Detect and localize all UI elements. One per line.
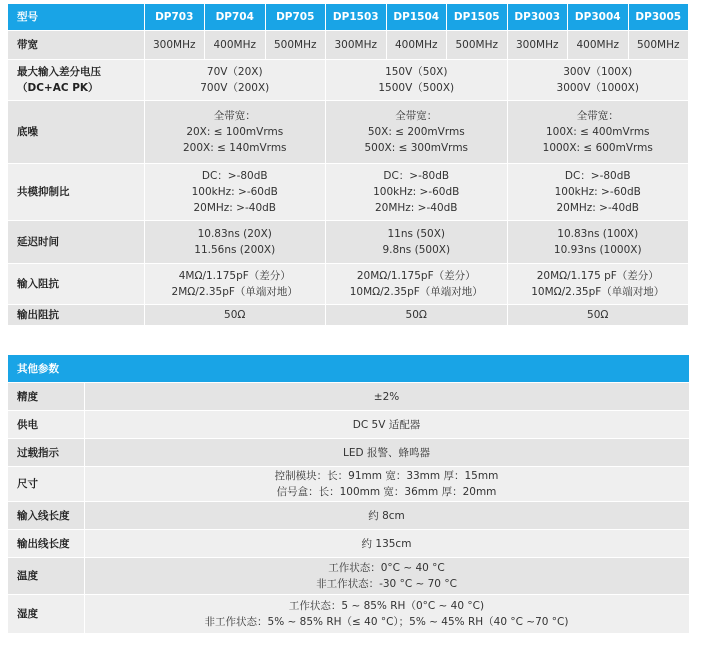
delay-row	[8, 221, 689, 264]
param-value	[84, 439, 689, 467]
other-params-title: 其他参数	[8, 355, 689, 383]
value-line: 20MHz: >-40dB	[374, 202, 458, 214]
model-name: DP3004	[568, 4, 629, 31]
value-line: 全带宽：	[213, 110, 256, 122]
param-row	[8, 530, 689, 558]
model-name: DP1504	[386, 4, 447, 31]
value-line: 20MHz: >-40dB	[556, 202, 640, 214]
group-value-cell	[507, 101, 689, 164]
model-name: DP705	[265, 4, 326, 31]
group-value-cell	[326, 221, 508, 264]
value-line: 150V（50X)	[385, 66, 448, 78]
group-value-cell	[144, 264, 326, 305]
value-line: DC：>-80dB	[383, 170, 450, 182]
input-impedance-row	[8, 264, 689, 305]
bandwidth-row	[8, 31, 689, 60]
param-value-line: DC 5V 适配器	[352, 418, 421, 431]
param-value	[84, 530, 689, 558]
bandwidth-value: 500MHz	[628, 31, 689, 60]
model-header-row	[8, 4, 689, 31]
param-label: 输出线长度	[8, 530, 84, 558]
param-value	[84, 383, 689, 411]
param-value	[84, 558, 689, 595]
model-name: DP703	[144, 4, 205, 31]
value-line: 100X: ≤ 400mVrms	[545, 126, 650, 138]
row-label: 共模抑制比	[8, 164, 144, 221]
group-value-cell	[507, 164, 689, 221]
value-line: 全带宽：	[576, 110, 619, 122]
param-label: 温度	[8, 558, 84, 595]
value-line: DC：>-80dB	[201, 170, 268, 182]
param-row	[8, 595, 689, 634]
param-value-line: 约 135cm	[361, 537, 412, 550]
value-line: 20MΩ/1.175pF（差分）	[356, 270, 476, 282]
param-label: 尺寸	[8, 467, 84, 502]
value-line: 20MHz: >-40dB	[193, 202, 277, 214]
row-label: 延迟时间	[8, 221, 144, 264]
value-line: 200X: ≤ 140mVrms	[182, 142, 287, 154]
value-line: 100kHz: >-60dB	[554, 186, 641, 198]
group-value-cell	[144, 164, 326, 221]
value-line: DC：>-80dB	[564, 170, 631, 182]
max-input-row	[8, 60, 689, 101]
value-line: 10MΩ/2.35pF（单端对地）	[531, 286, 665, 298]
param-value-line: 约 8cm	[368, 509, 405, 522]
param-label: 供电	[8, 411, 84, 439]
bandwidth-value: 500MHz	[265, 31, 326, 60]
bandwidth-value: 400MHz	[205, 31, 266, 60]
group-value-cell	[507, 221, 689, 264]
row-label-line: （DC+AC PK）	[17, 82, 99, 94]
param-value	[84, 467, 689, 502]
output-impedance-value: 50Ω	[144, 305, 326, 326]
param-row	[8, 383, 689, 411]
output-impedance-value: 50Ω	[326, 305, 508, 326]
value-line: 全带宽：	[395, 110, 438, 122]
value-line: 300V（100X)	[563, 66, 633, 78]
value-line: 3000V（1000X)	[556, 82, 639, 94]
param-value	[84, 502, 689, 530]
value-line: 10MΩ/2.35pF（单端对地）	[349, 286, 483, 298]
value-line: 1500V（500X)	[378, 82, 455, 94]
param-row	[8, 411, 689, 439]
value-line: 10.83ns (100X)	[557, 228, 639, 240]
group-value-cell	[326, 164, 508, 221]
value-line: 11ns (50X)	[387, 228, 446, 240]
value-line: 70V（20X)	[206, 66, 263, 78]
param-row	[8, 502, 689, 530]
bandwidth-value: 300MHz	[326, 31, 387, 60]
group-value-cell	[144, 101, 326, 164]
row-label: 底噪	[8, 101, 144, 164]
value-line: 4MΩ/1.175pF（差分）	[178, 270, 291, 282]
value-line: 700V（200X)	[200, 82, 270, 94]
param-row	[8, 467, 689, 502]
other-parameters-table	[8, 355, 690, 634]
param-label: 过载指示	[8, 439, 84, 467]
model-name: DP1503	[326, 4, 387, 31]
noise-floor-row	[8, 101, 689, 164]
value-line: 20MΩ/1.175 pF（差分）	[536, 270, 659, 282]
model-name: DP3005	[628, 4, 689, 31]
param-value	[84, 595, 689, 634]
bandwidth-value: 300MHz	[144, 31, 205, 60]
value-line: 1000X: ≤ 600mVrms	[542, 142, 653, 154]
row-label: 带宽	[8, 31, 144, 60]
param-label: 精度	[8, 383, 84, 411]
param-value-line: 工作状态：0°C ~ 40 °C	[328, 562, 445, 574]
group-value-cell	[507, 60, 689, 101]
param-label: 湿度	[8, 595, 84, 634]
value-line: 2MΩ/2.35pF（单端对地）	[171, 286, 298, 298]
output-impedance-value: 50Ω	[507, 305, 689, 326]
param-row	[8, 439, 689, 467]
param-value	[84, 411, 689, 439]
group-value-cell	[326, 264, 508, 305]
value-line: 100kHz: >-60dB	[191, 186, 278, 198]
output-impedance-row	[8, 305, 689, 326]
param-value-line: 工作状态：5 ~ 85% RH（0°C ~ 40 °C)	[288, 600, 485, 612]
bandwidth-value: 400MHz	[386, 31, 447, 60]
value-line: 50X: ≤ 200mVrms	[367, 126, 465, 138]
group-value-cell	[144, 60, 326, 101]
param-label: 输入线长度	[8, 502, 84, 530]
model-name: DP1505	[447, 4, 508, 31]
value-line: 500X: ≤ 300mVrms	[364, 142, 469, 154]
bandwidth-value: 400MHz	[568, 31, 629, 60]
param-value-line: 控制模块：长：91mm 宽：33mm 厚：15mm	[274, 470, 499, 482]
row-label-line: 最大输入差分电压	[17, 66, 101, 78]
param-value-line: 信号盒：长：100mm 宽：36mm 厚：20mm	[276, 486, 497, 498]
row-label: 输入阻抗	[8, 264, 144, 305]
value-line: 100kHz: >-60dB	[373, 186, 460, 198]
group-value-cell	[144, 221, 326, 264]
bandwidth-value: 500MHz	[447, 31, 508, 60]
model-name: DP3003	[507, 4, 568, 31]
param-value-line: ±2%	[373, 390, 400, 403]
param-value-line: LED 报警、蜂鸣器	[343, 446, 430, 459]
row-label	[8, 60, 144, 101]
value-line: 20X: ≤ 100mVrms	[186, 126, 284, 138]
cmrr-row	[8, 164, 689, 221]
param-row	[8, 558, 689, 595]
spec-table	[8, 4, 689, 326]
group-value-cell	[326, 101, 508, 164]
bandwidth-value: 300MHz	[507, 31, 568, 60]
group-value-cell	[326, 60, 508, 101]
value-line: 9.8ns (500X)	[382, 244, 451, 256]
value-line: 10.83ns (20X)	[197, 228, 272, 240]
row-label: 输出阻抗	[8, 305, 144, 326]
model-header-label: 型号	[8, 4, 144, 31]
other-params-header-row	[8, 355, 689, 383]
param-value-line: 非工作状态：5% ~ 85% RH（≤ 40 °C）；5% ~ 45% RH（40 °C ~70 °C)	[204, 616, 569, 628]
value-line: 10.93ns (1000X)	[553, 244, 642, 256]
value-line: 11.56ns (200X)	[194, 244, 276, 256]
group-value-cell	[507, 264, 689, 305]
param-value-line: 非工作状态：-30 °C ~ 70 °C	[316, 578, 457, 590]
model-name: DP704	[205, 4, 266, 31]
